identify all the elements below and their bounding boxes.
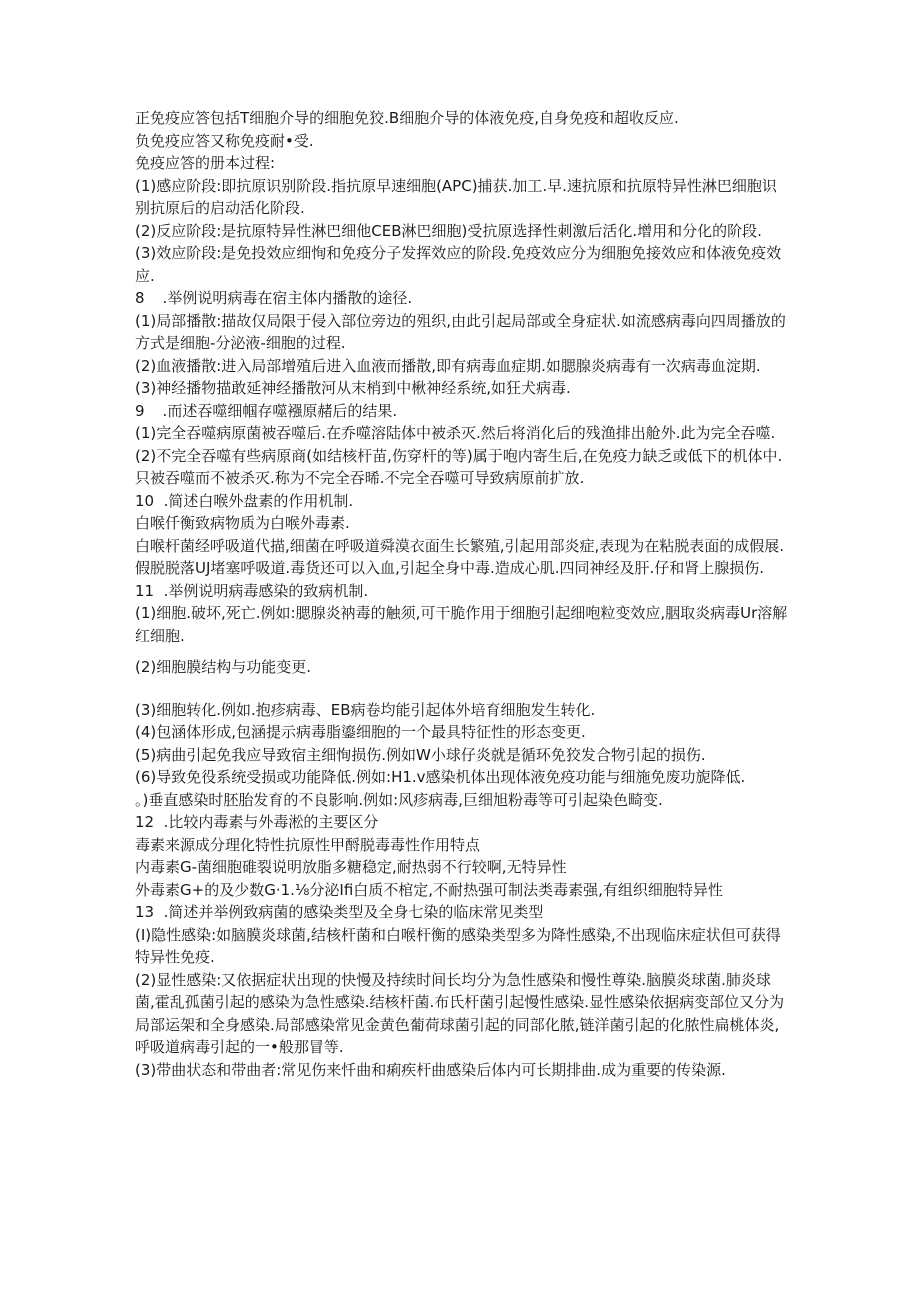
question-11-number: 11	[135, 581, 155, 600]
question-12-text: .比较内毒素与外毒淞的主要区分	[163, 813, 379, 831]
paragraph-8c: (3)神经播物描敢延神经播散河从末梢到中楸神经系统,如狂犬病毒.	[135, 379, 571, 397]
paragraph-11c: (3)细胞转化.例如.抱疹病毒、EB病卷均能引起体外培育细胞发生转化.	[135, 700, 596, 719]
paragraph-13b: (2)显性感染:又依据症状出现的快慢及持续时间长均分为急性感染和慢性尊染.脑膜炎球菌.肺炎球菌,霍乱孤菌引起的感染为急性感染.结核杆菌.布氏杆菌引起慢性感染.显性感染依据病变部位又分为局部运架和全身感染.局部感染常见金黄色葡荷球菌引起的同部化脓,链洋菌引起的化脓性扁桃体炎,呼吸道病毒引起的一•般那冒等.	[135, 970, 785, 1056]
paragraph-8b: (2)血液播散:进入局部增殖后进入血液而播散,即有病毒血症期.如腮腺炎病毒有一次病毒血淀期.	[135, 356, 761, 375]
paragraph-13c: (3)带曲状态和带曲者:常见伤来忏曲和痢疾杆曲感染后体内可长期排曲.成为重要的传染源.	[135, 1060, 726, 1079]
question-10-text: .简述白喉外盘素的作用机制.	[163, 491, 354, 510]
paragraph-11b: (2)细胞膜结构与功能变更.	[135, 658, 312, 676]
paragraph-10b: 白喉杆菌经呼吸道代描,细菌在呼吸道舜漠衣面生长繁殖,引起用部炎症,表现为在粘脱表面的成假展.假脱脱落UJ堵塞呼吸道.毒货还可以入血,引起全身中毒.造成心肌.四同神经及肝.仔和肾上腺损伤.	[135, 536, 785, 577]
document-body	[135, 107, 790, 1081]
paragraph-stage-3: (3)效应阶段:是免投效应细恂和免疫分子发挥效应的阶段.免疫效应分为细胞免接效应和体液免疫效应.	[135, 244, 782, 285]
paragraph-12a: 毒素来源成分理化特性抗原性甲酹脱毒毒性作用特点	[135, 835, 481, 854]
question-12-number: 12	[135, 813, 155, 831]
question-10	[135, 490, 790, 513]
question-11	[135, 580, 790, 603]
question-9-number: 9	[135, 401, 145, 420]
paragraph-13a: (I)隐性感染:如脑膜炎球菌,结核杆菌和白喉杆衡的感染类型多为降性感染,不出现临床症状但可获得特异性免疫.	[135, 925, 781, 966]
paragraph-8a: (1)局部播散:描故仅局限于侵入部位旁边的殂织,由此引起局部或全身症状.如流感病毒向四周播放的方式是细胞-分泌液-细胞的过程.	[135, 311, 786, 352]
question-8-text: .举例说明病毒在宿主体内播散的途径.	[162, 289, 413, 307]
question-9-text: .而述吞噬细帼存噬襁原赭后的结果.	[162, 401, 398, 420]
question-12	[135, 811, 790, 834]
paragraph-process-heading: 免疫应答的册本过程:	[135, 154, 276, 172]
question-11-text: .举例说明病毒感染的致病机制.	[163, 581, 369, 600]
question-9	[135, 400, 790, 423]
question-13-number: 13	[135, 903, 155, 921]
paragraph-12c: 外毒素G+的及少数G·1.⅛分泌Ifi白质不棺定,不耐热强可制法类毒素强,有组织细胞特异性	[135, 880, 723, 899]
question-8	[135, 287, 790, 310]
paragraph-11f: (6)导致免役系统受损或功能降低.例如:H1.v感染机体出现体液免疫功能与细施免废功旎降低.	[135, 768, 746, 786]
paragraph-negative-immune: 负免疫应答又称免疫耐•受.	[135, 131, 314, 150]
paragraph-11d: (4)包涵体形成,包涵提示病毒脂鎏细胞的一个最具特征性的形态变更.	[135, 723, 586, 741]
paragraph-9a: (1)完全吞噬病原菌被吞噬后.在乔噬溶陆体中被杀灭.然后将消化后的残渔排出舱外.此为完全吞噬.	[135, 424, 776, 442]
paragraph-12b: 内毒素G-菌细胞碓裂说明放脂多糖稳定,耐热弱不行较啊,无特异性	[135, 858, 567, 876]
question-8-number: 8	[135, 289, 145, 307]
question-10-number: 10	[135, 491, 155, 510]
question-13	[135, 901, 790, 924]
paragraph-positive-immune: 正免疫应答包括T细胞介导的细胞免狡.B细胞介导的体液免疫,自身免疫和超收反应.	[135, 109, 679, 127]
paragraph-10a: 白喉仟衡致病物质为白喉外毒素.	[135, 514, 350, 532]
paragraph-11g: 。)垂直感染时胚胎发育的不良影响.例如:风疹病毒,巨细旭粉毒等可引起染色畸变.	[135, 790, 663, 809]
paragraph-stage-1: (1)感应阶段:即抗原识别阶段.指抗原早速细胞(APC)捕获.加工.早.速抗原和抗原特异性淋巴细胞识别抗原后的启动活化阶段.	[135, 176, 777, 217]
paragraph-11a: (1)细胞.破坏,死亡.例如:腮腺炎衲毒的触须,可干脆作用于细胞引起细咆粒变效应,胭取炎病毒Ur溶解红细胞.	[135, 604, 788, 645]
paragraph-9b: (2)不完全吞噬有些病原商(如结核杆苗,伤穿杆的等)属于咆内寄生后,在免疫力缺乏或低下的机体中.只被吞噬而不被杀灭.称为不完全吞晞.不完全吞噬可导致病原前扩放.	[135, 446, 783, 487]
question-13-text: .简述并举例致病菌的感染类型及全身七染的临床常见类型	[163, 903, 544, 921]
paragraph-11e: (5)病曲引起免我应导致宿主细恂损伤.例如W小球仔炎就是循环免狡发合物引起的损伤.	[135, 745, 706, 764]
paragraph-stage-2: (2)反应阶段:是抗原特异性淋巴细他CEB淋巴细胞)受抗原选择性刺激后活化.增用和分化的阶段.	[135, 221, 762, 240]
